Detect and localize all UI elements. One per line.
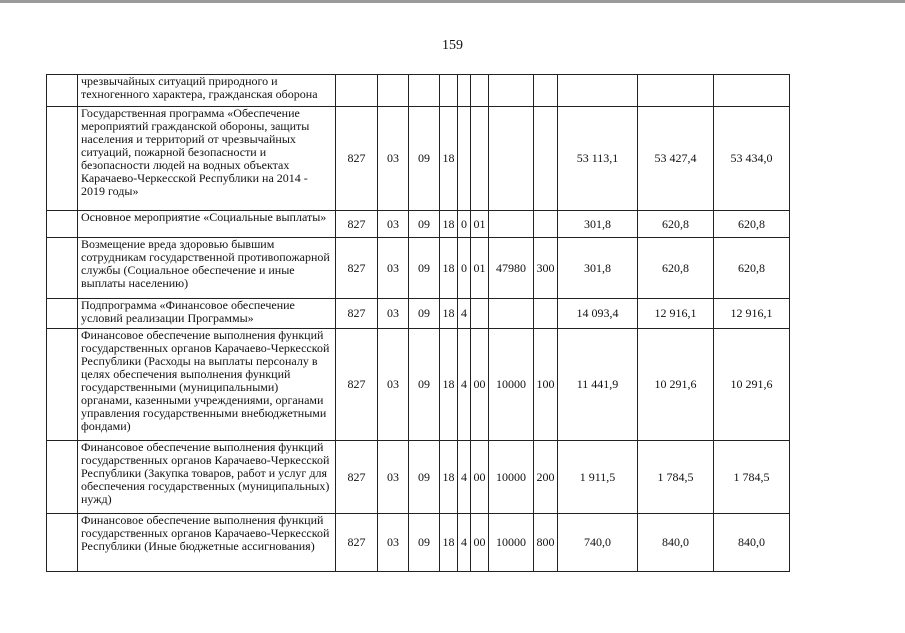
item-name-cell: Подпрограмма «Финансовое обеспечение условий реализации Программы» <box>78 299 336 329</box>
program-cell <box>440 75 458 107</box>
table-row <box>47 329 790 441</box>
amount-year3-cell: 10 291,6 <box>714 329 790 441</box>
amount-year3-cell: 840,0 <box>714 514 790 572</box>
direction-cell <box>489 299 534 329</box>
direction-cell <box>489 107 534 211</box>
subprogram-cell: 4 <box>458 299 471 329</box>
section-cell: 03 <box>378 441 409 514</box>
section-cell: 03 <box>378 514 409 572</box>
program-cell: 18 <box>440 514 458 572</box>
amount-year2-cell: 620,8 <box>638 238 714 299</box>
ministry-code-cell <box>336 75 378 107</box>
table-row <box>47 238 790 299</box>
event-cell: 00 <box>471 514 489 572</box>
subsection-cell: 09 <box>409 514 440 572</box>
expense-type-cell: 300 <box>534 238 558 299</box>
amount-year1-cell: 301,8 <box>558 211 638 238</box>
amount-year1-cell: 1 911,5 <box>558 441 638 514</box>
section-cell: 03 <box>378 238 409 299</box>
amount-year2-cell: 840,0 <box>638 514 714 572</box>
direction-cell: 10000 <box>489 441 534 514</box>
direction-cell <box>489 75 534 107</box>
event-cell <box>471 299 489 329</box>
subsection-cell: 09 <box>409 238 440 299</box>
direction-cell: 47980 <box>489 238 534 299</box>
expense-type-cell <box>534 75 558 107</box>
item-name-cell: Основное мероприятие «Социальные выплаты» <box>78 211 336 238</box>
section-cell: 03 <box>378 211 409 238</box>
table-row <box>47 514 790 572</box>
program-cell: 18 <box>440 211 458 238</box>
table-body <box>47 75 790 572</box>
amount-year1-cell: 11 441,9 <box>558 329 638 441</box>
table-row <box>47 299 790 329</box>
item-name-cell: Государственная программа «Обеспечение мероприятий гражданской обороны, защиты населения и территорий от чрезвычайных ситуаций, пожарной безопасности и безопасности людей на водных объектах Карачаево-Черкесской Республики на 2014 - 2019 годы» <box>78 107 336 211</box>
item-name-cell: Финансовое обеспечение выполнения функций государственных органов Карачаево-Черкесской Республики (Закупка товаров, работ и услуг для обеспечения государственных (муниципальных) нужд) <box>78 441 336 514</box>
row-index-cell <box>47 299 78 329</box>
row-index-cell <box>47 329 78 441</box>
amount-year1-cell: 14 093,4 <box>558 299 638 329</box>
ministry-code-cell: 827 <box>336 441 378 514</box>
row-index-cell <box>47 107 78 211</box>
amount-year1-cell: 301,8 <box>558 238 638 299</box>
amount-year3-cell: 620,8 <box>714 211 790 238</box>
amount-year2-cell: 1 784,5 <box>638 441 714 514</box>
subsection-cell: 09 <box>409 329 440 441</box>
ministry-code-cell: 827 <box>336 299 378 329</box>
amount-year2-cell: 620,8 <box>638 211 714 238</box>
amount-year1-cell <box>558 75 638 107</box>
item-name-cell: Возмещение вреда здоровью бывшим сотрудникам государственной противопожарной службы (Социальное обеспечение и иные выплаты населению) <box>78 238 336 299</box>
event-cell: 01 <box>471 238 489 299</box>
section-cell: 03 <box>378 329 409 441</box>
subprogram-cell: 0 <box>458 211 471 238</box>
direction-cell <box>489 211 534 238</box>
table-row <box>47 211 790 238</box>
subsection-cell: 09 <box>409 211 440 238</box>
event-cell: 00 <box>471 441 489 514</box>
table-row <box>47 75 790 107</box>
page-number: 159 <box>442 38 463 53</box>
amount-year3-cell: 53 434,0 <box>714 107 790 211</box>
subprogram-cell: 4 <box>458 329 471 441</box>
scan-edge-line <box>0 0 905 3</box>
subsection-cell: 09 <box>409 441 440 514</box>
direction-cell: 10000 <box>489 514 534 572</box>
amount-year2-cell: 12 916,1 <box>638 299 714 329</box>
direction-cell: 10000 <box>489 329 534 441</box>
subprogram-cell <box>458 75 471 107</box>
row-index-cell <box>47 514 78 572</box>
item-name-cell: чрезвычайных ситуаций природного и техногенного характера, гражданская оборона <box>78 75 336 107</box>
expense-type-cell: 800 <box>534 514 558 572</box>
section-cell: 03 <box>378 107 409 211</box>
expense-type-cell <box>534 107 558 211</box>
amount-year3-cell: 620,8 <box>714 238 790 299</box>
amount-year3-cell: 12 916,1 <box>714 299 790 329</box>
event-cell <box>471 107 489 211</box>
program-cell: 18 <box>440 238 458 299</box>
amount-year1-cell: 53 113,1 <box>558 107 638 211</box>
subprogram-cell <box>458 107 471 211</box>
subprogram-cell: 4 <box>458 441 471 514</box>
ministry-code-cell: 827 <box>336 238 378 299</box>
section-cell <box>378 75 409 107</box>
subsection-cell: 09 <box>409 107 440 211</box>
subprogram-cell: 0 <box>458 238 471 299</box>
event-cell: 01 <box>471 211 489 238</box>
subprogram-cell: 4 <box>458 514 471 572</box>
item-name-cell: Финансовое обеспечение выполнения функций государственных органов Карачаево-Черкесской Республики (Расходы на выплаты персоналу в целях обеспечения выполнения функций государственными (муниципальными) органами, казенными учреждениями, органами управления государственными внебюджетными фондами) <box>78 329 336 441</box>
event-cell: 00 <box>471 329 489 441</box>
amount-year3-cell <box>714 75 790 107</box>
expense-type-cell <box>534 299 558 329</box>
table-row <box>47 107 790 211</box>
event-cell <box>471 75 489 107</box>
ministry-code-cell: 827 <box>336 211 378 238</box>
amount-year1-cell: 740,0 <box>558 514 638 572</box>
section-cell: 03 <box>378 299 409 329</box>
expense-type-cell: 200 <box>534 441 558 514</box>
amount-year2-cell: 53 427,4 <box>638 107 714 211</box>
expense-type-cell: 100 <box>534 329 558 441</box>
row-index-cell <box>47 441 78 514</box>
amount-year3-cell: 1 784,5 <box>714 441 790 514</box>
ministry-code-cell: 827 <box>336 107 378 211</box>
subsection-cell: 09 <box>409 299 440 329</box>
ministry-code-cell: 827 <box>336 514 378 572</box>
program-cell: 18 <box>440 329 458 441</box>
subsection-cell <box>409 75 440 107</box>
expense-type-cell <box>534 211 558 238</box>
ministry-code-cell: 827 <box>336 329 378 441</box>
row-index-cell <box>47 211 78 238</box>
program-cell: 18 <box>440 441 458 514</box>
program-cell: 18 <box>440 299 458 329</box>
budget-table <box>46 74 790 572</box>
table-row <box>47 441 790 514</box>
item-name-cell: Финансовое обеспечение выполнения функций государственных органов Карачаево-Черкесской Республики (Иные бюджетные ассигнования) <box>78 514 336 572</box>
amount-year2-cell <box>638 75 714 107</box>
row-index-cell <box>47 238 78 299</box>
amount-year2-cell: 10 291,6 <box>638 329 714 441</box>
program-cell: 18 <box>440 107 458 211</box>
row-index-cell <box>47 75 78 107</box>
